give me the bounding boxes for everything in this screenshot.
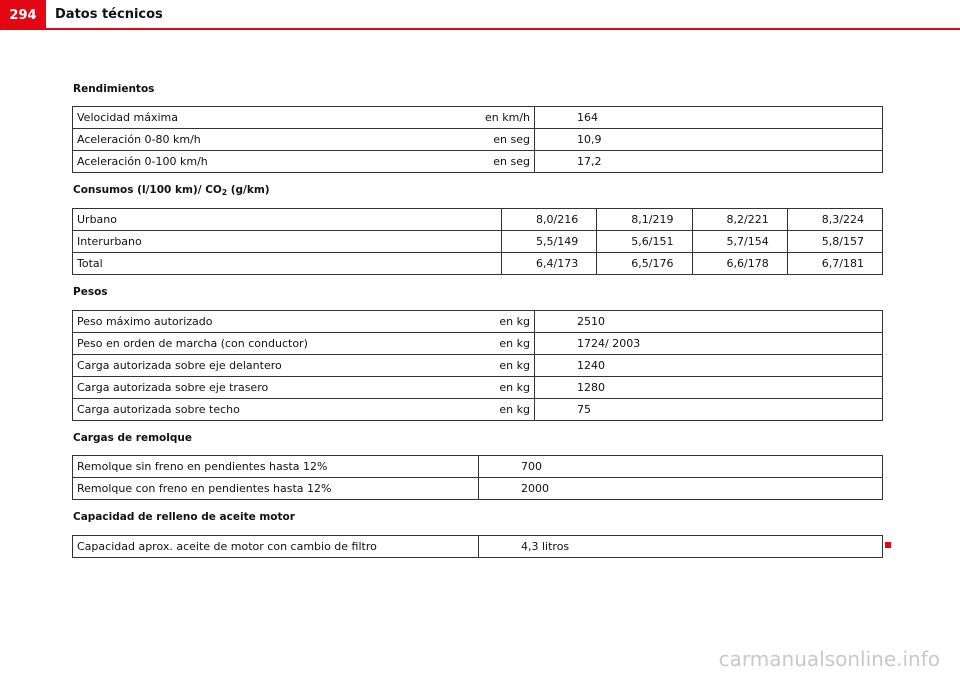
row-label: Remolque con freno en pendientes hasta 12% xyxy=(73,478,479,500)
rendimientos-table xyxy=(72,106,883,173)
remolque-table xyxy=(72,455,883,500)
row-label: Carga autorizada sobre techo xyxy=(73,399,477,421)
row-value: 2510 xyxy=(535,311,883,333)
table-row xyxy=(73,536,883,558)
aceite-table xyxy=(72,535,883,558)
page-title: Datos técnicos xyxy=(55,7,163,22)
table-row xyxy=(73,231,883,253)
row-label: Carga autorizada sobre eje trasero xyxy=(73,377,477,399)
row-unit: en kg xyxy=(476,311,535,333)
consumos-title-suffix: (g/km) xyxy=(227,184,270,196)
row-value: 5,5/149 xyxy=(502,231,597,253)
row-label: Aceleración 0-80 km/h xyxy=(73,129,477,151)
row-value: 10,9 xyxy=(535,129,883,151)
section-end-marker xyxy=(885,542,891,548)
row-value: 1724/ 2003 xyxy=(535,333,883,355)
row-value: 17,2 xyxy=(535,151,883,173)
section-title-consumos xyxy=(73,184,270,197)
consumos-title-subscript: 2 xyxy=(221,188,228,197)
row-label: Peso máximo autorizado xyxy=(73,311,477,333)
table-row xyxy=(73,129,883,151)
row-value: 700 xyxy=(479,456,883,478)
row-value: 5,6/151 xyxy=(597,231,692,253)
section-title-rendimientos: Rendimientos xyxy=(73,83,155,95)
row-value: 6,5/176 xyxy=(597,253,692,275)
row-label: Remolque sin freno en pendientes hasta 12% xyxy=(73,456,479,478)
row-value: 2000 xyxy=(479,478,883,500)
row-value: 6,4/173 xyxy=(502,253,597,275)
row-label: Total xyxy=(73,253,502,275)
row-value: 5,8/157 xyxy=(787,231,882,253)
row-value: 8,1/219 xyxy=(597,209,692,231)
page-number: 294 xyxy=(0,0,46,30)
row-value: 164 xyxy=(535,107,883,129)
table-row xyxy=(73,478,883,500)
row-unit: en seg xyxy=(476,151,535,173)
consumos-title-prefix: Consumos (l/100 km)/ CO xyxy=(73,184,222,196)
row-label: Interurbano xyxy=(73,231,502,253)
row-unit: en kg xyxy=(476,377,535,399)
table-row xyxy=(73,456,883,478)
table-row xyxy=(73,377,883,399)
row-value: 75 xyxy=(535,399,883,421)
row-value: 6,7/181 xyxy=(787,253,882,275)
row-label: Aceleración 0-100 km/h xyxy=(73,151,477,173)
section-title-aceite: Capacidad de relleno de aceite motor xyxy=(73,511,295,523)
table-row xyxy=(73,333,883,355)
row-unit: en kg xyxy=(476,399,535,421)
watermark: carmanualsonline.info xyxy=(718,647,940,671)
row-label: Peso en orden de marcha (con conductor) xyxy=(73,333,477,355)
row-value: 8,2/221 xyxy=(692,209,787,231)
section-title-pesos: Pesos xyxy=(73,286,108,298)
row-label: Capacidad aprox. aceite de motor con cambio de filtro xyxy=(73,536,479,558)
row-value: 4,3 litros xyxy=(479,536,883,558)
row-label: Velocidad máxima xyxy=(73,107,477,129)
row-value: 8,0/216 xyxy=(502,209,597,231)
table-row xyxy=(73,151,883,173)
row-unit: en kg xyxy=(476,333,535,355)
row-value: 1280 xyxy=(535,377,883,399)
pesos-table xyxy=(72,310,883,421)
table-row xyxy=(73,311,883,333)
table-row xyxy=(73,107,883,129)
section-title-remolque: Cargas de remolque xyxy=(73,432,192,444)
row-unit: en seg xyxy=(476,129,535,151)
row-value: 6,6/178 xyxy=(692,253,787,275)
header-divider xyxy=(46,28,960,30)
row-unit: en kg xyxy=(476,355,535,377)
table-row xyxy=(73,399,883,421)
table-row xyxy=(73,355,883,377)
row-label: Urbano xyxy=(73,209,502,231)
table-row xyxy=(73,253,883,275)
row-unit: en km/h xyxy=(476,107,535,129)
row-value: 1240 xyxy=(535,355,883,377)
consumos-table xyxy=(72,208,883,275)
row-value: 8,3/224 xyxy=(787,209,882,231)
table-row xyxy=(73,209,883,231)
row-label: Carga autorizada sobre eje delantero xyxy=(73,355,477,377)
row-value: 5,7/154 xyxy=(692,231,787,253)
